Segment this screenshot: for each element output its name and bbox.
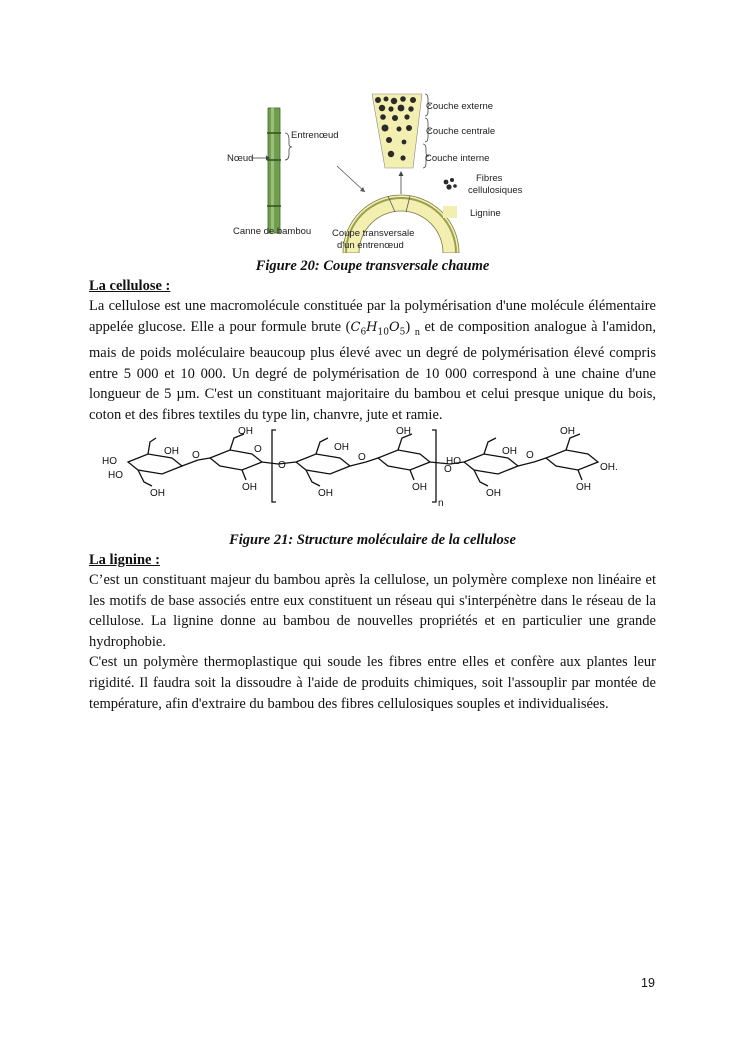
svg-text:HO: HO: [446, 456, 461, 467]
svg-text:O: O: [192, 450, 200, 461]
svg-text:OH: OH: [486, 488, 501, 499]
svg-text:HO: HO: [102, 456, 117, 467]
wall-wedge: [372, 94, 422, 168]
cellulose-formula: $C_6H_{10}O_5$: [350, 319, 406, 338]
label-fibres-1: Fibres: [476, 173, 503, 184]
label-canne: Canne de bambou: [233, 226, 312, 237]
label-coupe-1: Coupe transversale: [332, 228, 415, 239]
heading-cellulose: La cellulose :: [89, 278, 171, 294]
label-coupe-2: d'un entrenœud: [337, 240, 404, 251]
legend-lignine-swatch: [443, 206, 457, 218]
cellulose-text-after: et de composition analogue à l'amidon, mais de poids moléculaire beaucoup plus élevé avec un degré de polymérisation élevé compris entre 5 000 et 10 000. Un degré de polymérisation de 10 000 correspond à une chaine d'une longueur de 5 µm. C'est un constituant majoritaire du bambou et celui presque unique du bois, coton et des fibres textiles du type lin, chanvre, jute et ramie.: [89, 318, 657, 423]
paragraph-cellulose: La cellulose est une macromolécule constituée par la polymérisation d'une molécule élémentaire appelée glucose. Elle a pour formule brute $(C_6H_{10}O_5)$ $_n$ et de composition analogue à l'amidon, mais de poids moléculaire beaucoup plus élevé avec un degré de polymérisation élevé compris entre 5 000 et 10 000. Un degré de polymérisation de 10 000 correspond à une chaine d'une longueur de 5 µm. C'est un constituant majoritaire du bambou et celui presque unique du bois, coton et des fibres textiles du type lin, chanvre, jute et ramie.: [89, 298, 657, 423]
svg-text:OH: OH: [238, 426, 253, 437]
svg-text:O: O: [358, 452, 366, 463]
page-number: 19: [641, 976, 655, 990]
svg-text:OH: OH: [150, 488, 165, 499]
lignine-para-1: C’est un constituant majeur du bambou après la cellulose, un polymère complexe non linéaire et les motifs de base associés entre eux constituent un réseau qui s'interpénètre dans le réseau de la cellulose. La lignine donne au bambou de nouvelles propriétés et en particulier une grande hydrophobie.: [89, 572, 656, 650]
label-couche-interne: Couche interne: [425, 153, 490, 164]
svg-text:OH: OH: [560, 426, 575, 437]
svg-text:O: O: [278, 460, 286, 471]
svg-text:OH: OH: [318, 488, 333, 499]
label-lignine: Lignine: [470, 208, 501, 219]
cellulose-text-before: La cellulose est une macromolécule constituée par la polymérisation d'une molécule élémentaire appelée glucose. Elle a pour formule brute (: [89, 298, 656, 335]
figure-20-caption: Figure 20: Coupe transversale chaume: [255, 258, 490, 274]
legend-fibres-icon: [444, 178, 457, 190]
svg-text:OH: OH: [242, 482, 257, 493]
label-noeud: Nœud: [227, 153, 254, 164]
svg-text:OH: OH: [396, 426, 411, 437]
svg-text:O: O: [526, 450, 534, 461]
heading-lignine: La lignine :: [89, 552, 160, 568]
svg-text:n: n: [438, 498, 444, 509]
svg-text:OH: OH: [502, 446, 517, 457]
figure-20-bamboo-cross-section: [225, 88, 535, 253]
figure-21-cellulose-structure: [100, 424, 625, 510]
svg-text:OH.: OH.: [600, 462, 618, 473]
svg-text:OH: OH: [576, 482, 591, 493]
lignine-para-2: C'est un polymère thermoplastique qui soude les fibres entre elles et confère aux plantes leur rigidité. Il faudra soit la dissoudre à l'aide de produits chimiques, soit l'assouplir par montée de température, afin d'extraire du bambou des fibres cellulosiques souples et individualisées.: [89, 654, 656, 712]
svg-text:HO: HO: [108, 470, 123, 481]
label-fibres-2: cellulosiques: [468, 185, 523, 196]
label-couche-externe: Couche externe: [426, 101, 494, 112]
svg-text:O: O: [444, 464, 452, 475]
label-entrenoeud: Entrenœud: [291, 130, 339, 141]
svg-text:O: O: [254, 444, 262, 455]
label-couche-centrale: Couche centrale: [426, 126, 496, 137]
svg-text:OH: OH: [164, 446, 179, 457]
svg-text:OH: OH: [412, 482, 427, 493]
figure-21-caption: Figure 21: Structure moléculaire de la cellulose: [229, 532, 516, 548]
paragraph-lignine: [89, 570, 656, 714]
svg-text:OH: OH: [334, 442, 349, 453]
